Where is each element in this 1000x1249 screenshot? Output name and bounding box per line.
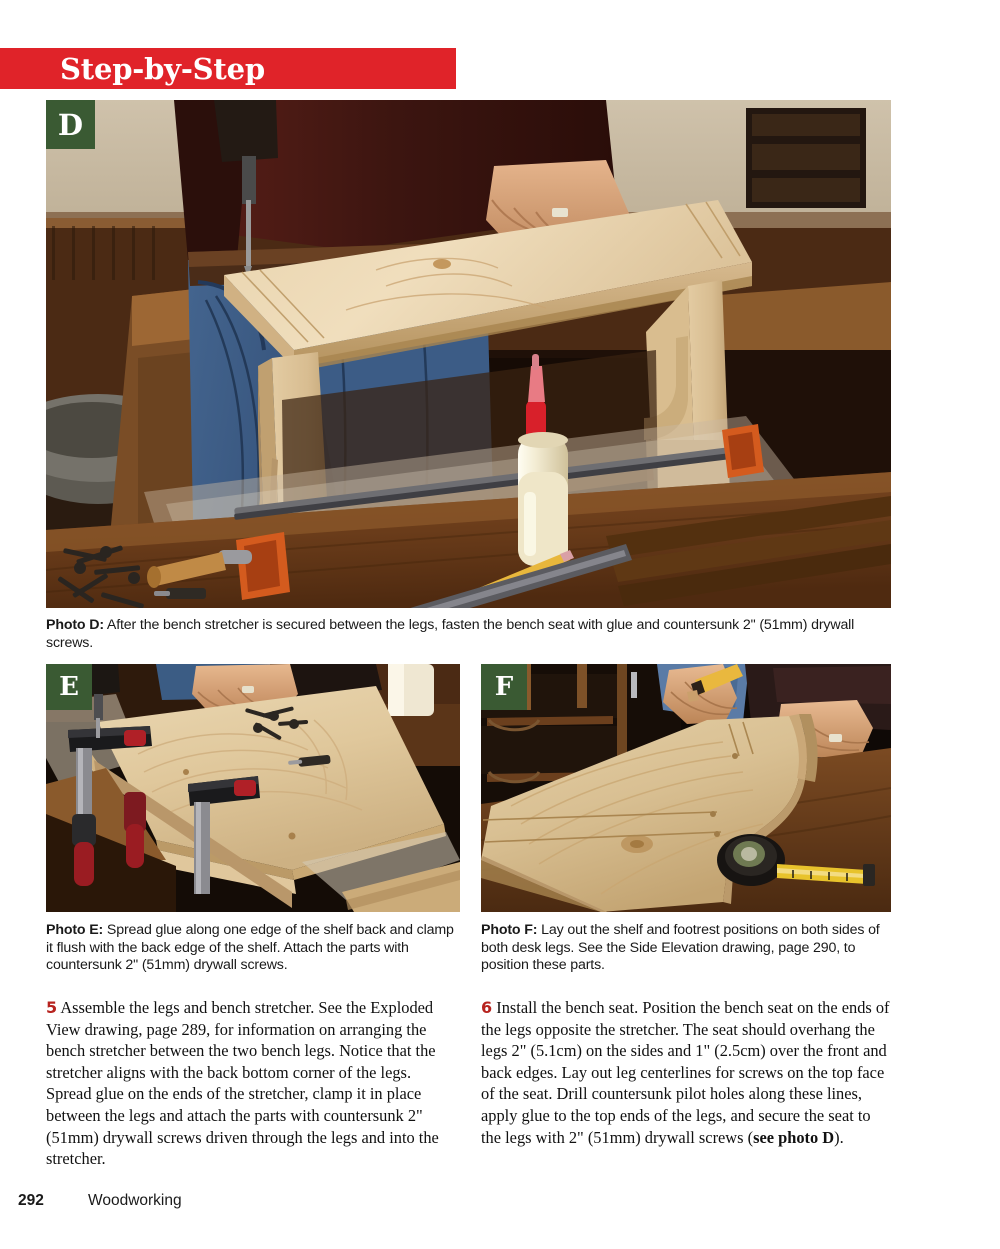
caption-photo-e (46, 922, 462, 975)
caption-e-text: Spread glue along one edge of the shelf back and clamp it flush with the back edge of the shelf. Attach the parts with countersunk 2" (51mm) drywall screws. (46, 922, 454, 974)
footer-section-label: Woodworking (88, 1192, 182, 1209)
caption-d-text: After the bench stretcher is secured between the legs, fasten the bench seat with glue and countersunk 2" (51mm) drywall screws. (46, 617, 855, 651)
caption-photo-d (46, 617, 896, 652)
photo-d-illustration (46, 100, 891, 608)
caption-photo-f (481, 922, 893, 975)
step-5-paragraph (46, 997, 460, 1170)
photo-d (46, 100, 891, 608)
step-6-text-end: ). (834, 1127, 844, 1147)
photo-badge-d: D (46, 100, 95, 149)
page-title: Step-by-Step (60, 52, 265, 86)
footer-page-number: 292 (18, 1192, 44, 1209)
step-6-photo-reference: see photo D (753, 1127, 835, 1147)
caption-f-text: Lay out the shelf and footrest positions on both sides of both desk legs. See the Side Elevation drawing, page 290, to position these parts. (481, 922, 880, 974)
step-5-text: Assemble the legs and bench stretcher. See the Exploded View drawing, page 289, for information on arranging the bench stretcher between the two bench legs. Notice that the stretcher aligns with the back bottom corner of the legs. Spread glue on the ends of the stretcher, clamp it in place between the legs and attach the parts with countersunk 2" (51mm) drywall screws driven through the legs and into the stretcher. (46, 998, 439, 1169)
step-5-number: 5 (46, 998, 58, 1017)
step-6-paragraph (481, 997, 891, 1148)
photo-badge-f: F (481, 664, 527, 710)
photo-e (46, 664, 460, 912)
photo-f-illustration (481, 664, 891, 912)
caption-e-label: Photo E: (46, 922, 104, 938)
photo-badge-e: E (46, 664, 92, 710)
step-6-number: 6 (481, 998, 493, 1017)
step-6-text: Install the bench seat. Position the bench seat on the ends of the legs opposite the stretcher. The seat should overhang the legs 2" (5.1cm) on the sides and 1" (2.5cm) over the front and back edges. Lay out leg centerlines for screws on the top face of the seat. Drill countersunk pilot holes along these lines, apply glue to the top ends of the legs, and secure the seat to the legs with 2" (51mm) drywall screws ( (481, 998, 890, 1147)
photo-f (481, 664, 891, 912)
caption-f-label: Photo F: (481, 922, 538, 938)
photo-e-illustration (46, 664, 460, 912)
caption-d-label: Photo D: (46, 617, 104, 633)
